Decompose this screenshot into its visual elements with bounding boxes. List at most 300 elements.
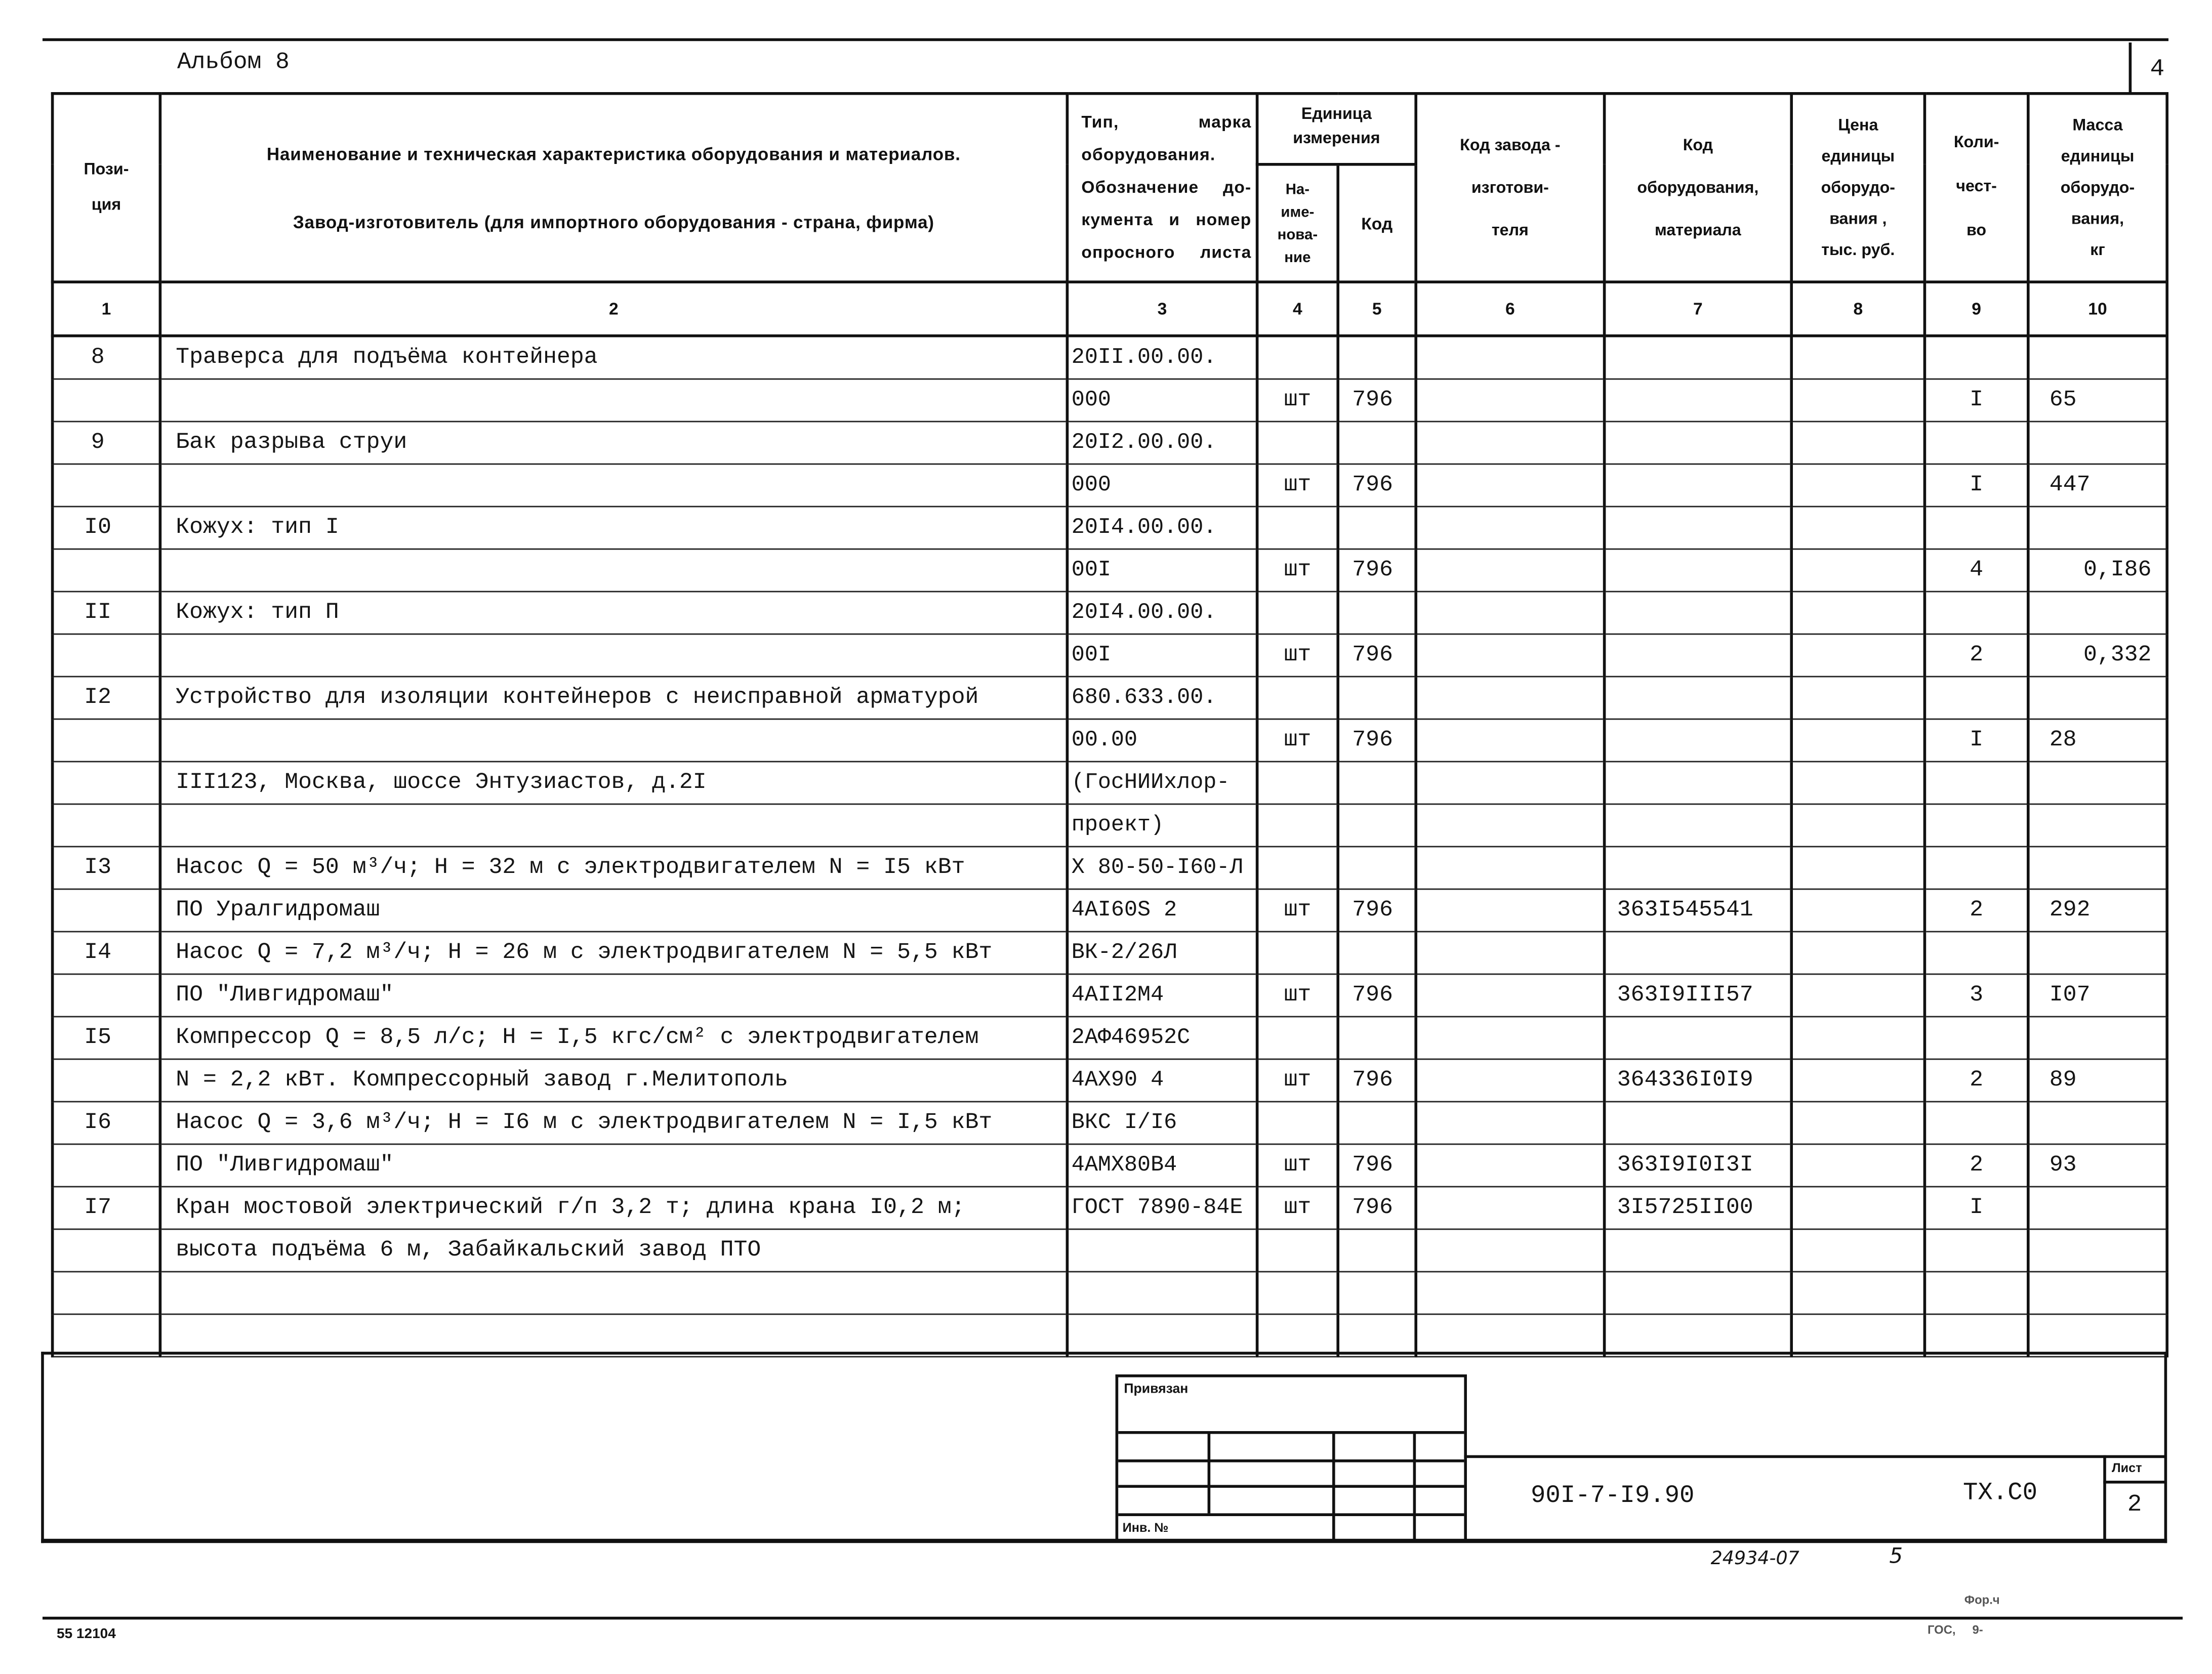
section-code: ТХ.С0 bbox=[1963, 1479, 2038, 1508]
bound-label: Привязан bbox=[1124, 1382, 1189, 1397]
cell-equipment-code bbox=[1605, 761, 1792, 804]
cell-factory-code bbox=[1416, 1144, 1604, 1186]
cell-unit-code bbox=[1338, 1101, 1416, 1144]
cell-factory-code bbox=[1416, 846, 1604, 889]
table-row bbox=[53, 719, 2167, 761]
cell-equipment-code bbox=[1605, 804, 1792, 846]
cell-unit-code bbox=[1338, 804, 1416, 846]
column-number: 10 bbox=[2028, 282, 2167, 336]
form-label: Фор.ч bbox=[1964, 1593, 2000, 1607]
cell-position bbox=[53, 549, 160, 591]
handwritten-number: 24934-07 bbox=[1710, 1549, 1799, 1570]
cell-quantity bbox=[1924, 1229, 2028, 1271]
cell-position: II bbox=[53, 591, 160, 634]
cell-position: I4 bbox=[53, 931, 160, 974]
cell-price bbox=[1791, 379, 1924, 421]
cell-name bbox=[160, 549, 1067, 591]
cell-factory-code bbox=[1416, 464, 1604, 506]
cell-mass: 65 bbox=[2028, 379, 2167, 421]
table-row bbox=[53, 379, 2167, 421]
table-row bbox=[53, 336, 2167, 379]
cell-price bbox=[1791, 1229, 1924, 1271]
cell-mass: 93 bbox=[2028, 1144, 2167, 1186]
cell-position: I7 bbox=[53, 1186, 160, 1229]
cell-name: Кран мостовой электрический г/п 3,2 т; длина крана I0,2 м; bbox=[160, 1186, 1067, 1229]
cell-price bbox=[1791, 931, 1924, 974]
cell-price bbox=[1791, 421, 1924, 464]
inventory-label: Инв. № bbox=[1122, 1520, 1169, 1535]
cell-mass: 28 bbox=[2028, 719, 2167, 761]
table-row bbox=[53, 634, 2167, 676]
cell-quantity: 3 bbox=[1924, 974, 2028, 1016]
cell-price bbox=[1791, 549, 1924, 591]
cell-unit-name bbox=[1257, 761, 1338, 804]
cell-factory-code bbox=[1416, 506, 1604, 549]
cell-unit-code: 796 bbox=[1338, 1059, 1416, 1101]
cell-factory-code bbox=[1416, 1186, 1604, 1229]
cell-type: проект) bbox=[1067, 804, 1257, 846]
cell-unit-code: 796 bbox=[1338, 549, 1416, 591]
cell-unit-code: 796 bbox=[1338, 719, 1416, 761]
cell-name: Бак разрыва струи bbox=[160, 421, 1067, 464]
cell-name: III123, Москва, шоссе Энтузиастов, д.2I bbox=[160, 761, 1067, 804]
cell-equipment-code: 363I9III57 bbox=[1605, 974, 1792, 1016]
header-type: Тип, марка оборудования. Обозначение до- кумента и номер опросного листа bbox=[1067, 94, 1257, 282]
cell-position bbox=[53, 379, 160, 421]
cell-price bbox=[1791, 634, 1924, 676]
cell-type bbox=[1067, 1314, 1257, 1356]
cell-factory-code bbox=[1416, 1016, 1604, 1059]
stamp-line bbox=[1332, 1431, 1334, 1540]
cell-name bbox=[160, 719, 1067, 761]
header-quantity: Коли- чест- во bbox=[1924, 94, 2028, 282]
cell-position: I2 bbox=[53, 676, 160, 719]
cell-name: Кожух: тип П bbox=[160, 591, 1067, 634]
table-row bbox=[53, 1059, 2167, 1101]
cell-equipment-code bbox=[1605, 931, 1792, 974]
table-row bbox=[53, 549, 2167, 591]
cell-position bbox=[53, 1144, 160, 1186]
cell-name: Траверса для подъёма контейнера bbox=[160, 336, 1067, 379]
cell-type: Х 80-50-I60-Л bbox=[1067, 846, 1257, 889]
cell-equipment-code: 363I545541 bbox=[1605, 889, 1792, 931]
cell-position: I0 bbox=[53, 506, 160, 549]
cell-equipment-code bbox=[1605, 464, 1792, 506]
cell-quantity bbox=[1924, 846, 2028, 889]
cell-factory-code bbox=[1416, 336, 1604, 379]
column-number: 7 bbox=[1605, 282, 1792, 336]
cell-quantity: 2 bbox=[1924, 634, 2028, 676]
cell-name: Насос Q = 50 м³/ч; H = 32 м с электродвигателем N = I5 кВт bbox=[160, 846, 1067, 889]
header-price: Цена единицы оборудо- вания , тыс. руб. bbox=[1791, 94, 1924, 282]
cell-price bbox=[1791, 846, 1924, 889]
cell-unit-code bbox=[1338, 1229, 1416, 1271]
cell-unit-name bbox=[1257, 506, 1338, 549]
cell-unit-name: шт bbox=[1257, 974, 1338, 1016]
cell-type bbox=[1067, 1271, 1257, 1314]
column-number: 8 bbox=[1791, 282, 1924, 336]
cell-type: ВК-2/26Л bbox=[1067, 931, 1257, 974]
cell-quantity: 4 bbox=[1924, 549, 2028, 591]
cell-position bbox=[53, 1229, 160, 1271]
cell-mass bbox=[2028, 676, 2167, 719]
cell-mass: 447 bbox=[2028, 464, 2167, 506]
cell-quantity: I bbox=[1924, 719, 2028, 761]
cell-unit-name bbox=[1257, 1314, 1338, 1356]
cell-factory-code bbox=[1416, 804, 1604, 846]
column-number: 3 bbox=[1067, 282, 1257, 336]
binding-stamp bbox=[1116, 1374, 1467, 1540]
cell-name bbox=[160, 804, 1067, 846]
cell-equipment-code bbox=[1605, 379, 1792, 421]
cell-equipment-code bbox=[1605, 549, 1792, 591]
column-number-row bbox=[53, 282, 2167, 336]
cell-price bbox=[1791, 761, 1924, 804]
cell-unit-name bbox=[1257, 1101, 1338, 1144]
table-row bbox=[53, 889, 2167, 931]
cell-quantity: 2 bbox=[1924, 889, 2028, 931]
specification-table bbox=[51, 92, 2168, 1357]
cell-unit-code bbox=[1338, 761, 1416, 804]
column-number: 4 bbox=[1257, 282, 1338, 336]
cell-type: 2АФ46952С bbox=[1067, 1016, 1257, 1059]
cell-position: I3 bbox=[53, 846, 160, 889]
sheet-box-line bbox=[2103, 1481, 2165, 1483]
left-frame-line bbox=[41, 1352, 44, 1543]
header-mass: Масса единицы оборудо- вания, кг bbox=[2028, 94, 2167, 282]
cell-quantity bbox=[1924, 761, 2028, 804]
cell-quantity bbox=[1924, 676, 2028, 719]
cell-mass bbox=[2028, 591, 2167, 634]
header-unit-group: Единица измерения bbox=[1257, 94, 1416, 164]
cell-unit-code: 796 bbox=[1338, 1144, 1416, 1186]
column-number: 1 bbox=[53, 282, 160, 336]
cell-unit-name bbox=[1257, 1271, 1338, 1314]
cell-mass bbox=[2028, 506, 2167, 549]
cell-unit-code: 796 bbox=[1338, 634, 1416, 676]
cell-unit-code bbox=[1338, 506, 1416, 549]
table-row bbox=[53, 1016, 2167, 1059]
cell-equipment-code bbox=[1605, 591, 1792, 634]
cell-price bbox=[1791, 1144, 1924, 1186]
cell-unit-code bbox=[1338, 421, 1416, 464]
cell-quantity: 2 bbox=[1924, 1144, 2028, 1186]
form-standard: ГОС, 9- bbox=[1928, 1622, 1983, 1637]
cell-price bbox=[1791, 1271, 1924, 1314]
cell-price bbox=[1791, 1101, 1924, 1144]
table-row bbox=[53, 931, 2167, 974]
cell-position: 9 bbox=[53, 421, 160, 464]
cell-price bbox=[1791, 974, 1924, 1016]
cell-quantity bbox=[1924, 1271, 2028, 1314]
cell-factory-code bbox=[1416, 676, 1604, 719]
cell-equipment-code bbox=[1605, 1314, 1792, 1356]
print-code: 55 12104 bbox=[57, 1626, 116, 1643]
cell-unit-name: шт bbox=[1257, 1144, 1338, 1186]
stamp-line bbox=[1118, 1485, 1464, 1487]
cell-factory-code bbox=[1416, 591, 1604, 634]
cell-factory-code bbox=[1416, 634, 1604, 676]
cell-price bbox=[1791, 676, 1924, 719]
cell-mass bbox=[2028, 1101, 2167, 1144]
table-row bbox=[53, 761, 2167, 804]
cell-quantity: 2 bbox=[1924, 1059, 2028, 1101]
sheet-label: Лист bbox=[2112, 1460, 2142, 1475]
cell-factory-code bbox=[1416, 1229, 1604, 1271]
cell-type: 4АХ90 4 bbox=[1067, 1059, 1257, 1101]
column-number: 6 bbox=[1416, 282, 1604, 336]
cell-unit-code bbox=[1338, 846, 1416, 889]
cell-position bbox=[53, 719, 160, 761]
cell-name: ПО "Ливгидромаш" bbox=[160, 974, 1067, 1016]
cell-factory-code bbox=[1416, 761, 1604, 804]
cell-unit-name: шт bbox=[1257, 464, 1338, 506]
cell-factory-code bbox=[1416, 931, 1604, 974]
bottom-frame-line bbox=[41, 1539, 2167, 1542]
cell-type bbox=[1067, 1229, 1257, 1271]
cell-equipment-code bbox=[1605, 1229, 1792, 1271]
table-row bbox=[53, 974, 2167, 1016]
cell-name: N = 2,2 кВт. Компрессорный завод г.Мелитополь bbox=[160, 1059, 1067, 1101]
cell-name bbox=[160, 1271, 1067, 1314]
cell-unit-code bbox=[1338, 1314, 1416, 1356]
cell-position: I6 bbox=[53, 1101, 160, 1144]
cell-unit-code: 796 bbox=[1338, 464, 1416, 506]
cell-position bbox=[53, 1271, 160, 1314]
table-row bbox=[53, 506, 2167, 549]
cell-unit-code: 796 bbox=[1338, 889, 1416, 931]
cell-type: 20I4.00.00. bbox=[1067, 591, 1257, 634]
cell-factory-code bbox=[1416, 719, 1604, 761]
cell-price bbox=[1791, 506, 1924, 549]
cell-name bbox=[160, 634, 1067, 676]
cell-unit-code bbox=[1338, 1271, 1416, 1314]
cell-mass bbox=[2028, 761, 2167, 804]
cell-type: 00I bbox=[1067, 634, 1257, 676]
cell-type: (ГосНИИхлор- bbox=[1067, 761, 1257, 804]
cell-quantity: I bbox=[1924, 1186, 2028, 1229]
cell-unit-name bbox=[1257, 804, 1338, 846]
table-row bbox=[53, 1314, 2167, 1356]
cell-unit-name bbox=[1257, 676, 1338, 719]
table-row bbox=[53, 464, 2167, 506]
cell-factory-code bbox=[1416, 1271, 1604, 1314]
right-frame-line bbox=[2164, 1352, 2167, 1543]
table-row bbox=[53, 421, 2167, 464]
cell-unit-code: 796 bbox=[1338, 974, 1416, 1016]
cell-equipment-code bbox=[1605, 506, 1792, 549]
cell-unit-name bbox=[1257, 931, 1338, 974]
cell-name: ПО Уралгидромаш bbox=[160, 889, 1067, 931]
cell-factory-code bbox=[1416, 549, 1604, 591]
cell-factory-code bbox=[1416, 889, 1604, 931]
header-row bbox=[53, 94, 2167, 164]
cell-quantity bbox=[1924, 506, 2028, 549]
cell-mass: 0,I86 bbox=[2028, 549, 2167, 591]
cell-name: ПО "Ливгидромаш" bbox=[160, 1144, 1067, 1186]
cell-mass bbox=[2028, 1186, 2167, 1229]
cell-position bbox=[53, 889, 160, 931]
stamp-line bbox=[1118, 1513, 1464, 1515]
cell-quantity bbox=[1924, 1314, 2028, 1356]
table-row bbox=[53, 1101, 2167, 1144]
stamp-line bbox=[1118, 1431, 1464, 1433]
title-block-line bbox=[1464, 1455, 2165, 1458]
cell-mass bbox=[2028, 421, 2167, 464]
cell-factory-code bbox=[1416, 379, 1604, 421]
cell-unit-name: шт bbox=[1257, 634, 1338, 676]
cell-name bbox=[160, 379, 1067, 421]
cell-mass bbox=[2028, 1271, 2167, 1314]
handwritten-page: 5 bbox=[1889, 1543, 1903, 1569]
cell-quantity bbox=[1924, 336, 2028, 379]
header-unit-code: Код bbox=[1338, 164, 1416, 282]
cell-type: ВКС I/I6 bbox=[1067, 1101, 1257, 1144]
header-unit-name: На- име- нова- ние bbox=[1257, 164, 1338, 282]
sheet-box-divider bbox=[2103, 1455, 2106, 1540]
cell-unit-name: шт bbox=[1257, 1059, 1338, 1101]
cell-equipment-code bbox=[1605, 1101, 1792, 1144]
cell-equipment-code bbox=[1605, 336, 1792, 379]
cell-mass bbox=[2028, 931, 2167, 974]
cell-equipment-code bbox=[1605, 846, 1792, 889]
cell-price bbox=[1791, 804, 1924, 846]
cell-mass bbox=[2028, 336, 2167, 379]
cell-unit-code bbox=[1338, 336, 1416, 379]
stamp-line bbox=[1413, 1431, 1415, 1540]
cell-type: 4АМХ80В4 bbox=[1067, 1144, 1257, 1186]
column-number: 9 bbox=[1924, 282, 2028, 336]
cell-unit-name: шт bbox=[1257, 549, 1338, 591]
header-name-line1: Наименование и техническая характеристика оборудования и материалов. bbox=[266, 144, 961, 164]
cell-mass: 89 bbox=[2028, 1059, 2167, 1101]
cell-type: 680.633.00. bbox=[1067, 676, 1257, 719]
cell-type: 20I4.00.00. bbox=[1067, 506, 1257, 549]
header-name-line2: Завод-изготовитель (для импортного оборудования - страна, фирма) bbox=[293, 212, 934, 232]
cell-quantity bbox=[1924, 804, 2028, 846]
cell-equipment-code: 363I9I0I3I bbox=[1605, 1144, 1792, 1186]
header-name bbox=[160, 94, 1067, 282]
cell-name: Насос Q = 7,2 м³/ч; H = 26 м с электродвигателем N = 5,5 кВт bbox=[160, 931, 1067, 974]
document-code: 90I-7-I9.90 bbox=[1531, 1482, 1695, 1511]
cell-type: 00I bbox=[1067, 549, 1257, 591]
cell-unit-name: шт bbox=[1257, 1186, 1338, 1229]
cell-mass: 0,332 bbox=[2028, 634, 2167, 676]
sheet-number-divider bbox=[2129, 43, 2132, 94]
sheet-number: 4 bbox=[2150, 57, 2165, 84]
stamp-line bbox=[1208, 1431, 1210, 1513]
cell-quantity bbox=[1924, 591, 2028, 634]
table-row bbox=[53, 846, 2167, 889]
cell-name: Кожух: тип I bbox=[160, 506, 1067, 549]
cell-unit-code bbox=[1338, 1016, 1416, 1059]
cell-equipment-code: 3I5725II00 bbox=[1605, 1186, 1792, 1229]
cell-position bbox=[53, 464, 160, 506]
cell-type: 4АII2М4 bbox=[1067, 974, 1257, 1016]
cell-position bbox=[53, 761, 160, 804]
cell-unit-code: 796 bbox=[1338, 379, 1416, 421]
table-row bbox=[53, 591, 2167, 634]
cell-mass bbox=[2028, 1314, 2167, 1356]
cell-type: 00.00 bbox=[1067, 719, 1257, 761]
table-bottom-line bbox=[41, 1352, 2167, 1355]
column-number: 2 bbox=[160, 282, 1067, 336]
cell-quantity bbox=[1924, 1101, 2028, 1144]
cell-unit-name bbox=[1257, 421, 1338, 464]
cell-quantity bbox=[1924, 931, 2028, 974]
cell-unit-name bbox=[1257, 336, 1338, 379]
cell-type: 20II.00.00. bbox=[1067, 336, 1257, 379]
cell-price bbox=[1791, 889, 1924, 931]
cell-name: Устройство для изоляции контейнеров с неисправной арматурой bbox=[160, 676, 1067, 719]
cell-position bbox=[53, 804, 160, 846]
cell-name bbox=[160, 464, 1067, 506]
stamp-line bbox=[1118, 1459, 1464, 1461]
cell-factory-code bbox=[1416, 1059, 1604, 1101]
page-bottom-line bbox=[43, 1617, 2183, 1619]
cell-equipment-code bbox=[1605, 1271, 1792, 1314]
cell-factory-code bbox=[1416, 1101, 1604, 1144]
cell-name: Компрессор Q = 8,5 л/с; H = I,5 кгс/см² с электродвигателем bbox=[160, 1016, 1067, 1059]
cell-position bbox=[53, 974, 160, 1016]
header-factory-code: Код завода - изготови- теля bbox=[1416, 94, 1604, 282]
cell-mass bbox=[2028, 1016, 2167, 1059]
cell-mass bbox=[2028, 846, 2167, 889]
cell-unit-code bbox=[1338, 591, 1416, 634]
cell-factory-code bbox=[1416, 974, 1604, 1016]
cell-unit-name bbox=[1257, 846, 1338, 889]
cell-unit-name bbox=[1257, 1016, 1338, 1059]
cell-price bbox=[1791, 591, 1924, 634]
cell-price bbox=[1791, 1059, 1924, 1101]
cell-position bbox=[53, 1059, 160, 1101]
table-row bbox=[53, 1271, 2167, 1314]
cell-unit-name bbox=[1257, 591, 1338, 634]
cell-type: 4АI60S 2 bbox=[1067, 889, 1257, 931]
cell-mass: 292 bbox=[2028, 889, 2167, 931]
cell-price bbox=[1791, 1016, 1924, 1059]
cell-name: Насос Q = 3,6 м³/ч; H = I6 м с электродвигателем N = I,5 кВт bbox=[160, 1101, 1067, 1144]
table-row bbox=[53, 676, 2167, 719]
cell-quantity: I bbox=[1924, 379, 2028, 421]
album-title: Альбом 8 bbox=[177, 48, 290, 75]
cell-unit-code bbox=[1338, 931, 1416, 974]
sheet-value: 2 bbox=[2127, 1492, 2142, 1519]
cell-equipment-code bbox=[1605, 1016, 1792, 1059]
cell-type: 20I2.00.00. bbox=[1067, 421, 1257, 464]
cell-type: ГОСТ 7890-84Е bbox=[1067, 1186, 1257, 1229]
table-row bbox=[53, 804, 2167, 846]
cell-type: 000 bbox=[1067, 379, 1257, 421]
cell-unit-code bbox=[1338, 676, 1416, 719]
cell-equipment-code bbox=[1605, 634, 1792, 676]
top-frame-line bbox=[43, 38, 2168, 40]
cell-equipment-code: 364336I0I9 bbox=[1605, 1059, 1792, 1101]
cell-name: высота подъёма 6 м, Забайкальский завод ПТО bbox=[160, 1229, 1067, 1271]
header-position: Пози- ция bbox=[53, 94, 160, 282]
cell-price bbox=[1791, 719, 1924, 761]
cell-price bbox=[1791, 336, 1924, 379]
cell-price bbox=[1791, 1314, 1924, 1356]
table-body bbox=[53, 336, 2167, 1356]
cell-unit-name bbox=[1257, 1229, 1338, 1271]
cell-price bbox=[1791, 1186, 1924, 1229]
cell-mass bbox=[2028, 1229, 2167, 1271]
cell-position: I5 bbox=[53, 1016, 160, 1059]
cell-position bbox=[53, 634, 160, 676]
cell-price bbox=[1791, 464, 1924, 506]
cell-quantity: I bbox=[1924, 464, 2028, 506]
